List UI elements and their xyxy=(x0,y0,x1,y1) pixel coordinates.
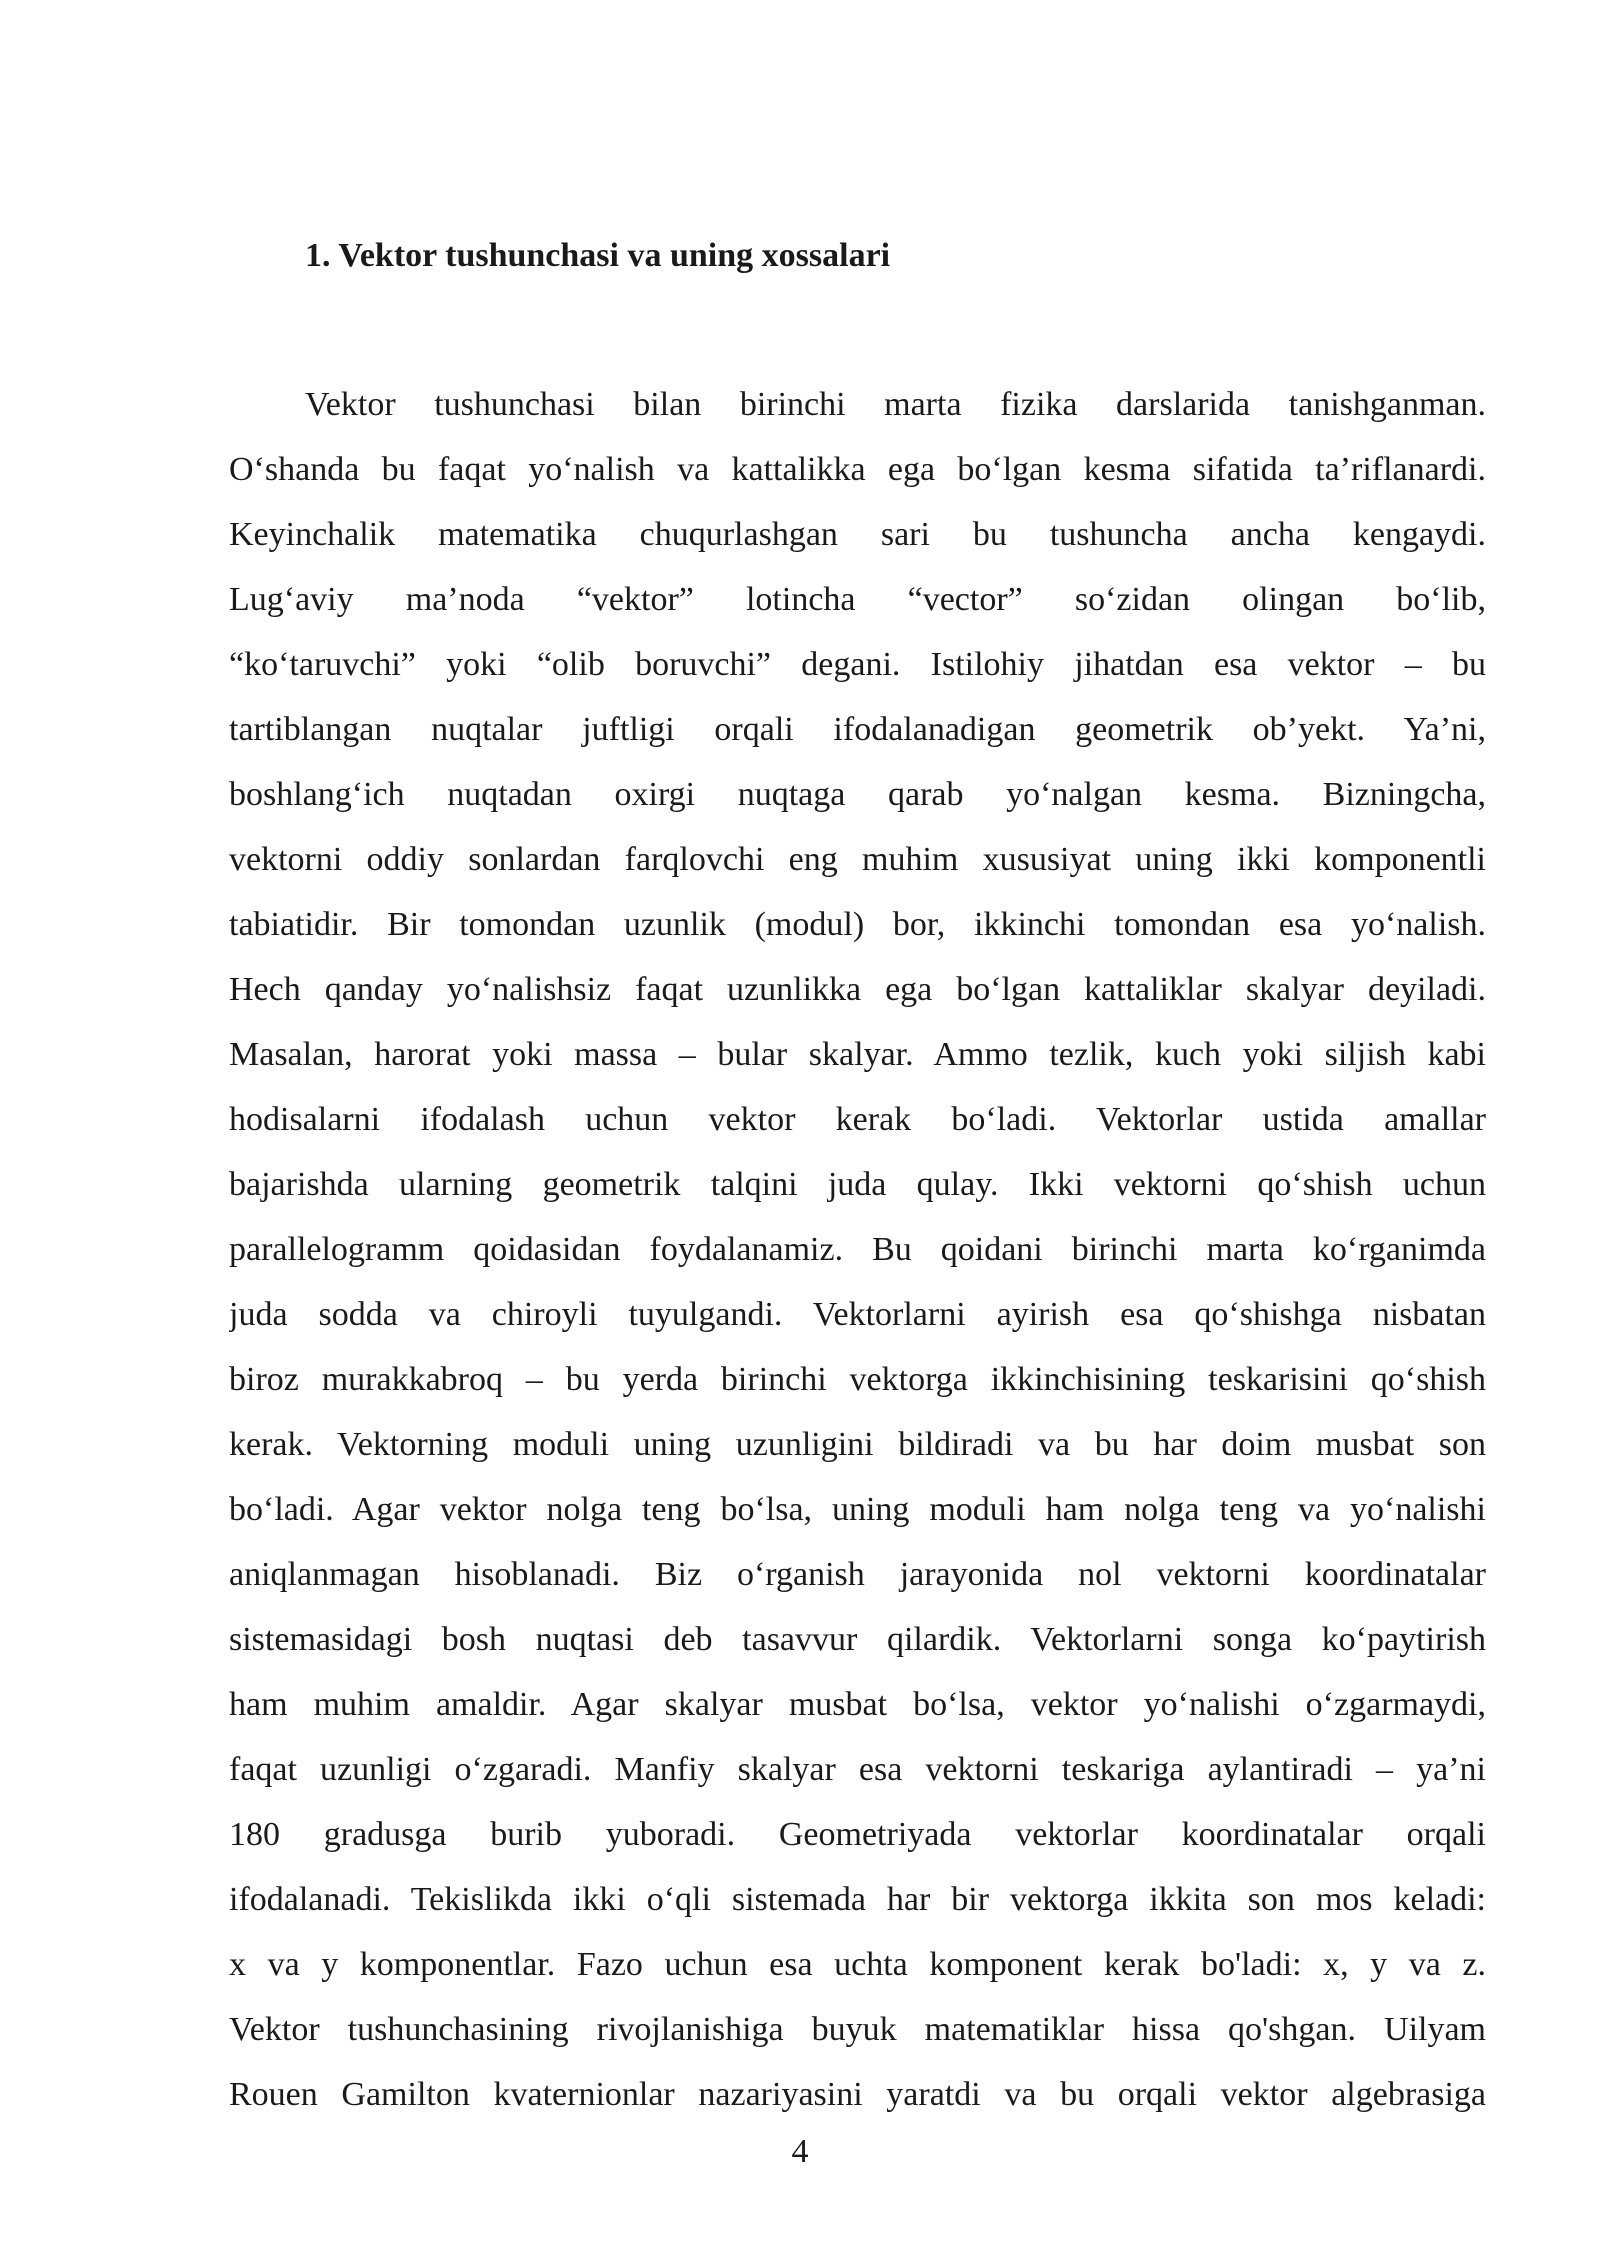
paragraph-line: faqat uzunligi o‘zgaradi. Manfiy skalyar esa vektorni teskariga aylantiradi – ya’ni xyxy=(229,1751,1486,1788)
section-heading: 1. Vektor tushunchasi va uning xossalari xyxy=(305,237,891,274)
paragraph-line: biroz murakkabroq – bu yerda birinchi vektorga ikkinchisining teskarisini qo‘shish xyxy=(229,1361,1486,1398)
paragraph-line: bo‘ladi. Agar vektor nolga teng bo‘lsa, uning moduli ham nolga teng va yo‘nalishi xyxy=(229,1491,1486,1528)
paragraph-line: 180 gradusga burib yuboradi. Geometriyada vektorlar koordinatalar orqali xyxy=(229,1816,1486,1853)
paragraph-line: kerak. Vektorning moduli uning uzunligini bildiradi va bu har doim musbat son xyxy=(229,1426,1486,1463)
body-paragraph xyxy=(229,372,1486,2127)
paragraph-line: aniqlanmagan hisoblanadi. Biz o‘rganish jarayonida nol vektorni koordinatalar xyxy=(229,1556,1486,1593)
paragraph-line: hodisalarni ifodalash uchun vektor kerak bo‘ladi. Vektorlar ustida amallar xyxy=(229,1101,1486,1138)
page-number: 4 xyxy=(791,2133,809,2170)
paragraph-line: bajarishda ularning geometrik talqini juda qulay. Ikki vektorni qo‘shish uchun xyxy=(229,1166,1486,1203)
paragraph-line: boshlang‘ich nuqtadan oxirgi nuqtaga qarab yo‘nalgan kesma. Bizningcha, xyxy=(229,776,1486,813)
paragraph-line: x va y komponentlar. Fazo uchun esa uchta komponent kerak bo'ladi: x, y va z. xyxy=(229,1946,1486,1983)
paragraph-line: vektorni oddiy sonlardan farqlovchi eng muhim xususiyat uning ikki komponentli xyxy=(229,841,1486,878)
paragraph-line: Vektor tushunchasi bilan birinchi marta fizika darslarida tanishganman. xyxy=(305,386,1486,423)
paragraph-line: ifodalanadi. Tekislikda ikki o‘qli sistemada har bir vektorga ikkita son mos keladi: xyxy=(229,1881,1486,1918)
paragraph-line: “ko‘taruvchi” yoki “olib boruvchi” degani. Istilohiy jihatdan esa vektor – bu xyxy=(229,646,1486,683)
paragraph-line: tartiblangan nuqtalar juftligi orqali ifodalanadigan geometrik ob’yekt. Ya’ni, xyxy=(229,711,1486,748)
paragraph-line: sistemasidagi bosh nuqtasi deb tasavvur qilardik. Vektorlarni songa ko‘paytirish xyxy=(229,1621,1486,1658)
paragraph-line: Keyinchalik matematika chuqurlashgan sari bu tushuncha ancha kengaydi. xyxy=(229,516,1486,553)
paragraph-line: juda sodda va chiroyli tuyulgandi. Vektorlarni ayirish esa qo‘shishga nisbatan xyxy=(229,1296,1486,1333)
paragraph-line: tabiatidir. Bir tomondan uzunlik (modul) bor, ikkinchi tomondan esa yo‘nalish. xyxy=(229,906,1486,943)
paragraph-line: Masalan, harorat yoki massa – bular skalyar. Ammo tezlik, kuch yoki siljish kabi xyxy=(229,1036,1486,1073)
paragraph-line: O‘shanda bu faqat yo‘nalish va kattalikka ega bo‘lgan kesma sifatida ta’riflanardi. xyxy=(229,451,1486,488)
paragraph-line: Hech qanday yo‘nalishsiz faqat uzunlikka ega bo‘lgan kattaliklar skalyar deyiladi. xyxy=(229,971,1486,1008)
paragraph-line: ham muhim amaldir. Agar skalyar musbat bo‘lsa, vektor yo‘nalishi o‘zgarmaydi, xyxy=(229,1686,1486,1723)
paragraph-line: Vektor tushunchasining rivojlanishiga buyuk matematiklar hissa qo'shgan. Uilyam xyxy=(229,2011,1486,2048)
paragraph-line: parallelogramm qoidasidan foydalanamiz. Bu qoidani birinchi marta ko‘rganimda xyxy=(229,1231,1486,1268)
paragraph-line: Lug‘aviy ma’noda “vektor” lotincha “vector” so‘zidan olingan bo‘lib, xyxy=(229,581,1486,618)
paragraph-line: Rouen Gamilton kvaternionlar nazariyasini yaratdi va bu orqali vektor algebrasiga xyxy=(229,2076,1486,2113)
